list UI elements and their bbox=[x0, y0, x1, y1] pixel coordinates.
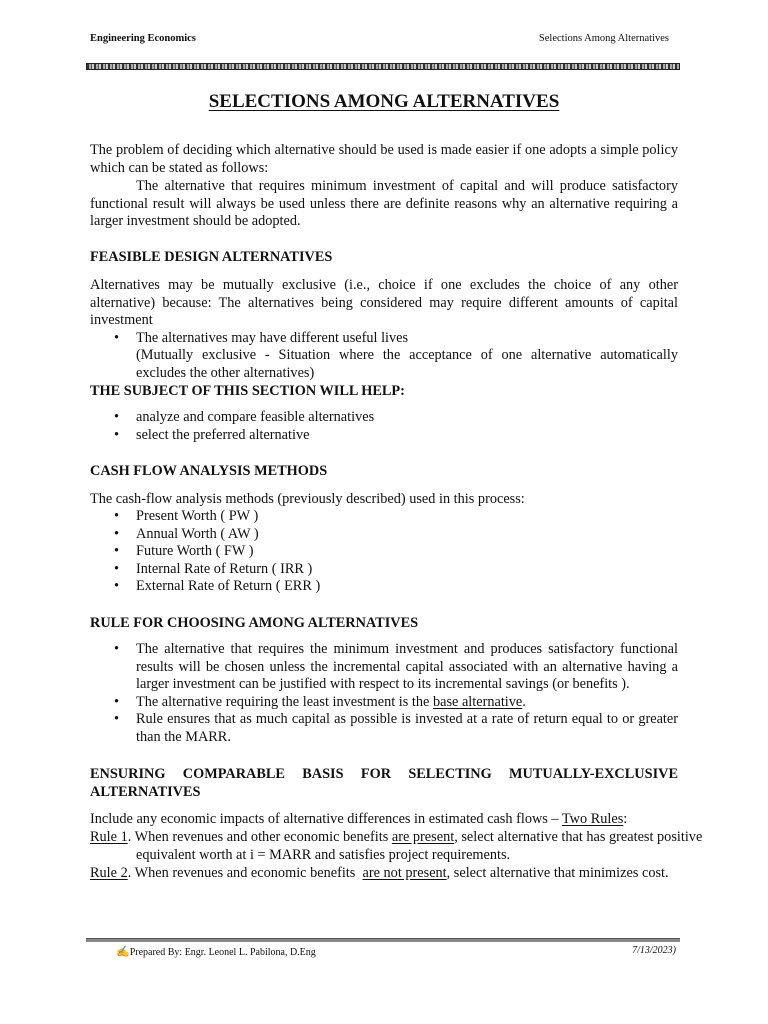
feasible-paragraph: Alternatives may be mutually exclusive (i.e., choice if one excludes the choice of any other alternative) because: The alternatives being considered may require different amounts of capital investment bbox=[90, 277, 678, 329]
are-not-present-term: are not present bbox=[362, 865, 447, 881]
header-right: Selections Among Alternatives bbox=[538, 33, 669, 44]
heading-rule: RULE FOR CHOOSING AMONG ALTERNATIVES bbox=[90, 615, 419, 631]
list-item: • analyze and compare feasible alternatives bbox=[114, 409, 375, 425]
list-item: • Present Worth ( PW ) bbox=[114, 508, 259, 524]
subject-list bbox=[90, 409, 678, 444]
footer-left bbox=[116, 945, 316, 958]
rule-2-label: Rule 2 bbox=[90, 865, 128, 881]
are-present-term: are present bbox=[391, 829, 455, 845]
rule-list bbox=[90, 641, 678, 747]
rule-1: Rule 1. When revenues and other economic benefits are present, select alternative that has greatest positive equivalent worth at i = MARR and satisfies project requirements. bbox=[90, 829, 703, 863]
rule-1-label: Rule 1 bbox=[90, 829, 128, 845]
intro-policy: The alternative that requires minimum investment of capital and will produce satisfactory functional result will always be used unless there are definite reasons why an alternative requiring a larger investment should be adopted. bbox=[90, 178, 678, 230]
header-rule bbox=[86, 63, 680, 70]
footer-rule bbox=[86, 938, 680, 942]
list-item: • Rule ensures that as much capital as possible is invested at a rate of return equal to or greater than the MARR. bbox=[114, 711, 678, 745]
heading-subject: THE SUBJECT OF THIS SECTION WILL HELP: bbox=[90, 383, 405, 399]
base-alternative-term: base alternative bbox=[432, 693, 523, 710]
list-item: • The alternative that requires the minimum investment and produces satisfactory functional results will be chosen unless the incremental capital associated with an alternative having a larger investment can be justified with respect to its incremental savings (or benefits ). bbox=[114, 641, 678, 693]
list-item: • select the preferred alternative bbox=[114, 426, 310, 443]
heading-ensuring: ENSURING COMPARABLE BASIS FOR SELECTING MUTUALLY-EXCLUSIVE ALTERNATIVES bbox=[90, 766, 678, 800]
footer-date: 7/13/2023) bbox=[632, 945, 676, 956]
header-left: Engineering Economics bbox=[90, 33, 196, 44]
list-item: • External Rate of Return ( ERR ) bbox=[114, 578, 321, 595]
intro-paragraph: The problem of deciding which alternative should be used is made easier if one adopts a simple policy which can be stated as follows: bbox=[90, 142, 678, 176]
list-item: • Internal Rate of Return ( IRR ) bbox=[114, 560, 313, 577]
feasible-list bbox=[90, 330, 678, 348]
rule-2: Rule 2. When revenues and economic benefits are not present, select alternative that minimizes cost. bbox=[90, 865, 669, 881]
list-item: • Annual Worth ( AW ) bbox=[114, 525, 259, 542]
two-rules-term: Two Rules bbox=[561, 811, 624, 827]
heading-cashflow: CASH FLOW ANALYSIS METHODS bbox=[90, 463, 328, 479]
feasible-note: (Mutually exclusive - Situation where the acceptance of one alternative automatically excludes the other alternatives) bbox=[136, 347, 678, 381]
footer-author: Prepared By: Engr. Leonel L. Pabilona, D.Eng bbox=[129, 947, 316, 958]
list-item: • The alternatives may have different useful lives bbox=[114, 330, 409, 346]
cashflow-list bbox=[90, 508, 678, 596]
page-title: SELECTIONS AMONG ALTERNATIVES bbox=[208, 91, 560, 112]
list-item: • The alternative requiring the least investment is the base alternative. bbox=[114, 693, 526, 710]
writing-hand-icon: ✍ bbox=[116, 946, 130, 958]
heading-feasible: FEASIBLE DESIGN ALTERNATIVES bbox=[90, 249, 333, 265]
ensuring-intro: Include any economic impacts of alternative differences in estimated cash flows – Two Rules: bbox=[90, 811, 628, 827]
cashflow-intro: The cash-flow analysis methods (previously described) used in this process: bbox=[90, 491, 525, 507]
list-item: • Future Worth ( FW ) bbox=[114, 543, 254, 560]
